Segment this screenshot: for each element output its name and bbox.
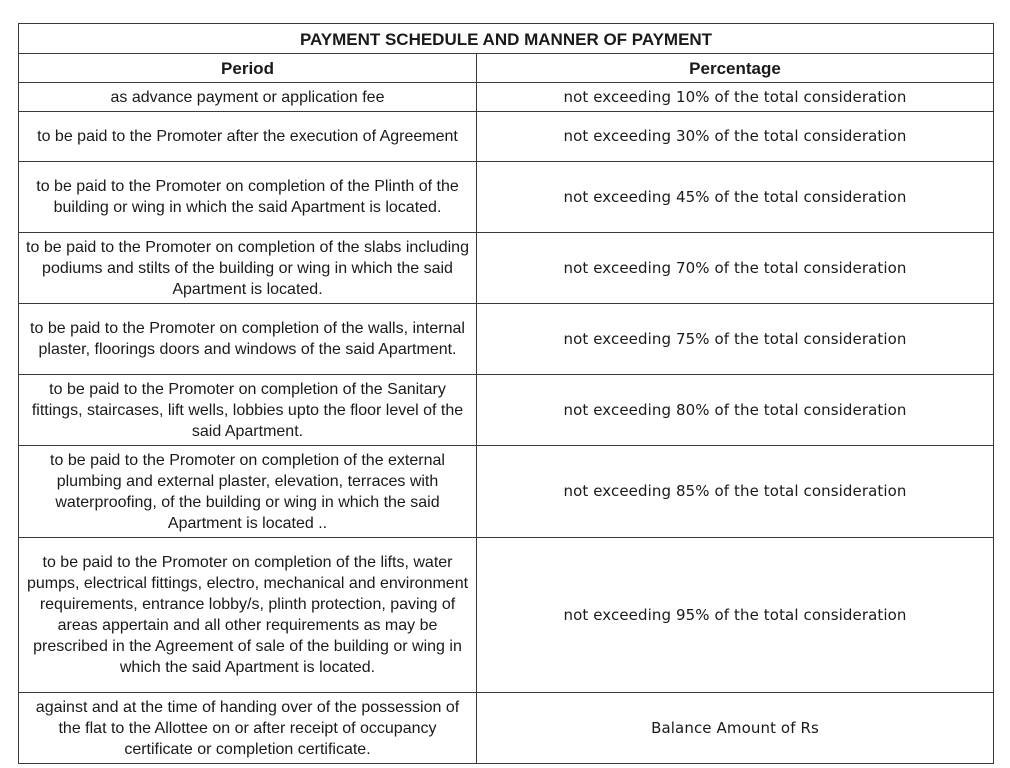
table-row [19,112,994,162]
percentage-cell: not exceeding 45% of the total consideration [477,162,994,233]
percentage-cell: not exceeding 10% of the total consideration [477,83,994,112]
period-cell: to be paid to the Promoter on completion of the walls, internal plaster, floorings doors and windows of the said Apartment. [19,304,477,375]
period-cell: against and at the time of handing over of the possession of the flat to the Allottee on or after receipt of occupancy certificate or completion certificate. [19,693,477,764]
period-cell: to be paid to the Promoter on completion of the slabs including podiums and stilts of the building or wing in which the said Apartment is located. [19,233,477,304]
period-cell: to be paid to the Promoter on completion of the lifts, water pumps, electrical fittings, electro, mechanical and environment requirements, entrance lobby/s, plinth protection, paving of areas appertain and all other requirements as may be prescribed in the Agreement of sale of the building or wing in which the said Apartment is located. [19,538,477,693]
table-title: PAYMENT SCHEDULE AND MANNER OF PAYMENT [19,24,994,54]
percentage-cell: not exceeding 30% of the total consideration [477,112,994,162]
table-row [19,538,994,693]
table-header-row [19,54,994,83]
payment-schedule-table [18,23,994,764]
period-cell: to be paid to the Promoter on completion of the external plumbing and external plaster, elevation, terraces with waterproofing, of the building or wing in which the said Apartment is located .. [19,446,477,538]
period-cell: as advance payment or application fee [19,83,477,112]
table-row [19,446,994,538]
period-cell: to be paid to the Promoter on completion of the Sanitary fittings, staircases, lift wells, lobbies upto the floor level of the said Apartment. [19,375,477,446]
percentage-cell: not exceeding 85% of the total consideration [477,446,994,538]
percentage-column-header: Percentage [477,54,994,83]
percentage-cell: not exceeding 95% of the total consideration [477,538,994,693]
period-cell: to be paid to the Promoter after the execution of Agreement [19,112,477,162]
table-title-row [19,24,994,54]
percentage-cell: Balance Amount of Rs [477,693,994,764]
percentage-cell: not exceeding 80% of the total consideration [477,375,994,446]
percentage-cell: not exceeding 70% of the total consideration [477,233,994,304]
period-cell: to be paid to the Promoter on completion of the Plinth of the building or wing in which the said Apartment is located. [19,162,477,233]
payment-schedule-document [18,23,993,764]
percentage-cell: not exceeding 75% of the total consideration [477,304,994,375]
table-row [19,375,994,446]
period-column-header: Period [19,54,477,83]
table-row [19,162,994,233]
table-row [19,304,994,375]
table-row [19,693,994,764]
table-row [19,233,994,304]
table-row [19,83,994,112]
